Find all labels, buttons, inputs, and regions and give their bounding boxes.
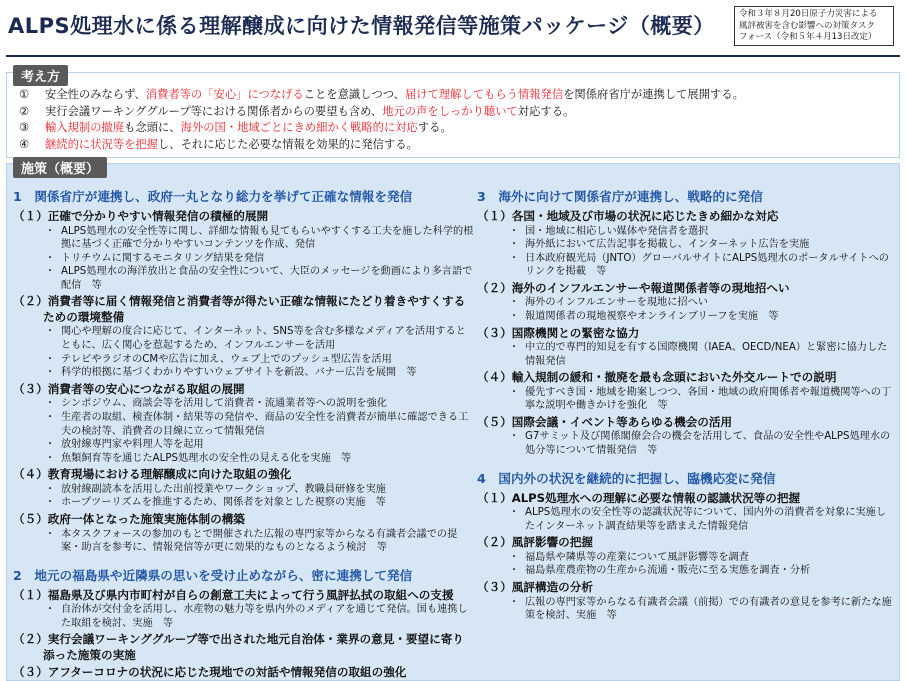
subsection-heading: （２）実行会議ワーキンググループ等で出された地元自治体・業界の意見・要望に寄り添った施策の実施 xyxy=(13,632,464,662)
highlight-text: 消費者等の「安心」につなげる xyxy=(145,88,304,101)
concept-item xyxy=(19,137,891,154)
concept-item xyxy=(19,87,891,104)
note-line: フォース（令和５年４月13日改定） xyxy=(739,32,877,42)
concept-text xyxy=(45,104,574,121)
bullet-list xyxy=(477,596,892,623)
section-heading: 2 地元の福島県や近隣県の思いを受け止めながら、密に連携して発信 xyxy=(13,567,413,583)
note-line: 令和３年８月20日原子力災害による xyxy=(739,9,878,19)
bullet-list xyxy=(477,225,892,279)
subsection-heading: （１）福島県及び県内市町村が自らの創意工夫によって行う風評払拭の取組への支援 xyxy=(13,587,454,602)
concept-text xyxy=(45,87,744,104)
concept-number: ① xyxy=(19,88,30,101)
concept-text xyxy=(45,120,452,137)
section-heading: 1 関係省庁が連携し、政府一丸となり総力を挙げて正確な情報を発信 xyxy=(13,189,413,204)
plain-text: も念頭に、 xyxy=(124,121,181,135)
highlight-text: 届けて理解してもらう情報発信 xyxy=(404,88,564,101)
section-heading: 4 国内外の状況を継続的に把握し、臨機応変に発信 xyxy=(477,470,776,486)
concept-panel xyxy=(6,72,900,158)
subsection-heading: （３）国際機関との緊密な協力 xyxy=(477,325,640,340)
bullet-list xyxy=(13,528,475,555)
bullet-item: ・ 海外のインフルエンサーを現地に招へい xyxy=(525,296,892,310)
bullet-list xyxy=(477,341,892,368)
bullet-item: ・ ALPS処理水の海洋放出と食品の安全性について、大臣のメッセージを動画により多言語で配信 等 xyxy=(61,265,475,292)
subsection-heading: （１）正確で分かりやすい情報発信の積極的展開 xyxy=(13,209,269,223)
bullet-list xyxy=(477,430,892,457)
revision-note xyxy=(734,6,894,46)
section-heading: 3 海外に向けて関係省庁が連携し、戦略的に発信 xyxy=(477,189,763,204)
bullet-item: ・ ALPS処理水の安全性等の認識状況等について、国内外の消費者を対象に実施したインターネット調査結果等を踏まえた情報発信 xyxy=(525,506,892,533)
highlight-text: 海外の国・地域ごとにきめ細かく戦略的に対応 xyxy=(180,121,418,135)
bullet-item: ・ 報道関係者の現地視察やオンラインブリーフを実施 等 xyxy=(525,310,892,324)
bullet-item: ・ 放射線専門家や料理人等を起用 xyxy=(61,438,475,452)
bullet-list xyxy=(13,603,475,630)
bullet-item: ・ ホープツーリズムを推進するため、関係者を対象とした視察の実施 等 xyxy=(61,496,475,510)
subsection-heading: （５）国際会議・イベント等あらゆる機会の活用 xyxy=(477,414,733,429)
bullet-item: ・ テレビやラジオのCMや広告に加え、ウェブ上でのプッシュ型広告を活用 xyxy=(61,353,475,367)
measures-panel xyxy=(6,163,900,681)
subsection-heading: （２）海外のインフルエンサーや報道関係者等の現地招へい xyxy=(477,280,790,295)
bullet-item: ・ トリチウムに関するモニタリング結果を発信 xyxy=(61,252,475,266)
note-line: 風評被害を含む影響への対策タスク xyxy=(739,20,876,31)
highlight-text: 輸入規制の撤廃 xyxy=(45,121,125,135)
bullet-list xyxy=(477,296,892,323)
bullet-item: ・ 国・地域に相応しい媒体や発信者を選択 xyxy=(525,225,892,239)
subsection-heading: （１）各国・地域及び市場の状況に応じたきめ細かな対応 xyxy=(477,209,779,223)
concept-number: ③ xyxy=(19,121,30,135)
bullet-item: ・ シンポジウム、商談会等を活用して消費者・流通業者等への説明を強化 xyxy=(61,397,475,411)
plain-text: を関係府省庁が連携して展開する。 xyxy=(563,88,744,101)
bullet-list xyxy=(13,225,475,293)
bullet-item: ・ 日本政府観光局（JNTO）グローバルサイトにALPS処理水のポータルサイトへのリンクを掲載 等 xyxy=(525,252,892,279)
bullet-item: ・ 自治体が交付金を活用し、水産物の魅力等を県内外のメディアを通じて発信。国も連携した取組を検討、実施 等 xyxy=(61,603,475,630)
highlight-text: 地元の声をしっかり聴いて xyxy=(382,104,518,118)
concept-number: ④ xyxy=(19,137,30,151)
plain-text: 安全性のみならず、 xyxy=(45,88,146,101)
subsection-heading: （４）輸入規制の緩和・撤廃を最も念頭においた外交ルートでの説明 xyxy=(477,370,837,385)
highlight-text: 継続的に状況等を把握 xyxy=(45,137,158,151)
plain-text: ことを意識しつつ、 xyxy=(303,88,405,101)
concept-text xyxy=(45,137,418,154)
bullet-list xyxy=(13,325,475,379)
concept-item xyxy=(19,120,891,137)
bullet-list xyxy=(477,386,892,413)
subsection-heading: （３）アフターコロナの状況に応じた現地での対話や情報発信の取組の強化 xyxy=(13,665,407,680)
bullet-item: ・ 生産者の取組、検査体制・結果等の発信や、商品の安全性を消費者が簡単に確認できる工夫の検討等、消費者の目線に立って情報発信 xyxy=(61,411,475,438)
bullet-list xyxy=(13,397,475,465)
subsection-heading: （５）政府一体となった施策実施体制の構築 xyxy=(13,512,245,526)
concept-number: ② xyxy=(19,104,30,118)
page-title: ALPS処理水に係る理解醸成に向けた情報発信等施策パッケージ（概要） xyxy=(8,14,715,38)
bullet-item: ・ 海外紙において広告記事を掲載し、インターネット広告を実施 xyxy=(525,238,892,252)
subsection-heading: （１）ALPS処理水への理解に必要な情報の認識状況等の把握 xyxy=(477,490,801,505)
bullet-list xyxy=(13,483,475,510)
measures-right-column xyxy=(477,180,892,623)
plain-text: する。 xyxy=(417,121,452,135)
concept-tab: 考え方 xyxy=(13,65,68,86)
bullet-item: ・ 魚類飼育等を通じたALPS処理水の安全性の見える化を実施 等 xyxy=(61,452,475,466)
subsection-heading: （４）教育現場における理解醸成に向けた取組の強化 xyxy=(13,467,292,482)
title-underline xyxy=(6,55,900,57)
bullet-item: ・ ALPS処理水の安全性等に関し、詳細な情報も見てもらいやすくする工夫を施した科学的根拠に基づく正確で分かりやすいコンテンツを作成、発信 xyxy=(61,225,475,252)
bullet-list xyxy=(477,551,892,578)
bullet-item: ・ 福島県や隣県等の産業について風評影響等を調査 xyxy=(525,551,892,565)
concept-list xyxy=(19,87,891,153)
subsection-heading: （３）消費者等の安心につながる取組の展開 xyxy=(13,381,245,396)
bullet-item: ・ 中立的で専門的知見を有する国際機関（IAEA、OECD/NEA）と緊密に協力した情報発信 xyxy=(525,341,892,368)
bullet-item: ・ 関心や理解の度合に応じて、インターネット、SNS等を含む多様なメディアを活用するとともに、広く関心を惹起するため、インフルエンサーを活用 xyxy=(61,325,475,352)
bullet-list xyxy=(477,506,892,533)
concept-item xyxy=(19,104,891,121)
bullet-item: ・ 福島県産農産物の生産から流通・販売に至る実態を調査・分析 xyxy=(525,564,892,578)
measures-tab: 施策（概要） xyxy=(13,157,107,178)
plain-text: し、それに応じた必要な情報を効果的に発信する。 xyxy=(157,137,418,151)
bullet-item: ・ 優先すべき国・地域を勘案しつつ、各国・地域の政府関係者や報道機関等への丁寧な説明や働きかけを強化 等 xyxy=(525,386,892,413)
plain-text: 対応する。 xyxy=(517,104,575,118)
plain-text: 実行会議ワーキンググループ等における関係者からの要望も含め、 xyxy=(45,104,383,118)
bullet-item: ・ 広報の専門家等からなる有識者会議（前掲）での有識者の意見を参考に新たな施策を検討、実施 等 xyxy=(525,596,892,623)
measures-left-column xyxy=(13,180,475,681)
bullet-item: ・ 本タスクフォースの参加のもとで開催された広報の専門家等からなる有識者会議での提案・助言を参考に、情報発信等が更に効果的なものとなるよう検討 等 xyxy=(61,528,475,555)
bullet-item: ・ 科学的根拠に基づくわかりやすいウェブサイトを新設、バナー広告を展開 等 xyxy=(61,366,475,380)
bullet-item: ・ G7サミット及び関係閣僚会合の機会を活用して、食品の安全性やALPS処理水の処分等について情報発信 等 xyxy=(525,430,892,457)
bullet-item: ・ 放射線副読本を活用した出前授業やワークショップ、教職員研修を実施 xyxy=(61,483,475,497)
subsection-heading: （２）消費者等に届く情報発信と消費者等が得たい正確な情報にたどり着きやすくするための環境整備 xyxy=(13,294,466,324)
subsection-heading: （２）風評影響の把握 xyxy=(477,535,593,550)
subsection-heading: （３）風評構造の分析 xyxy=(477,580,593,594)
